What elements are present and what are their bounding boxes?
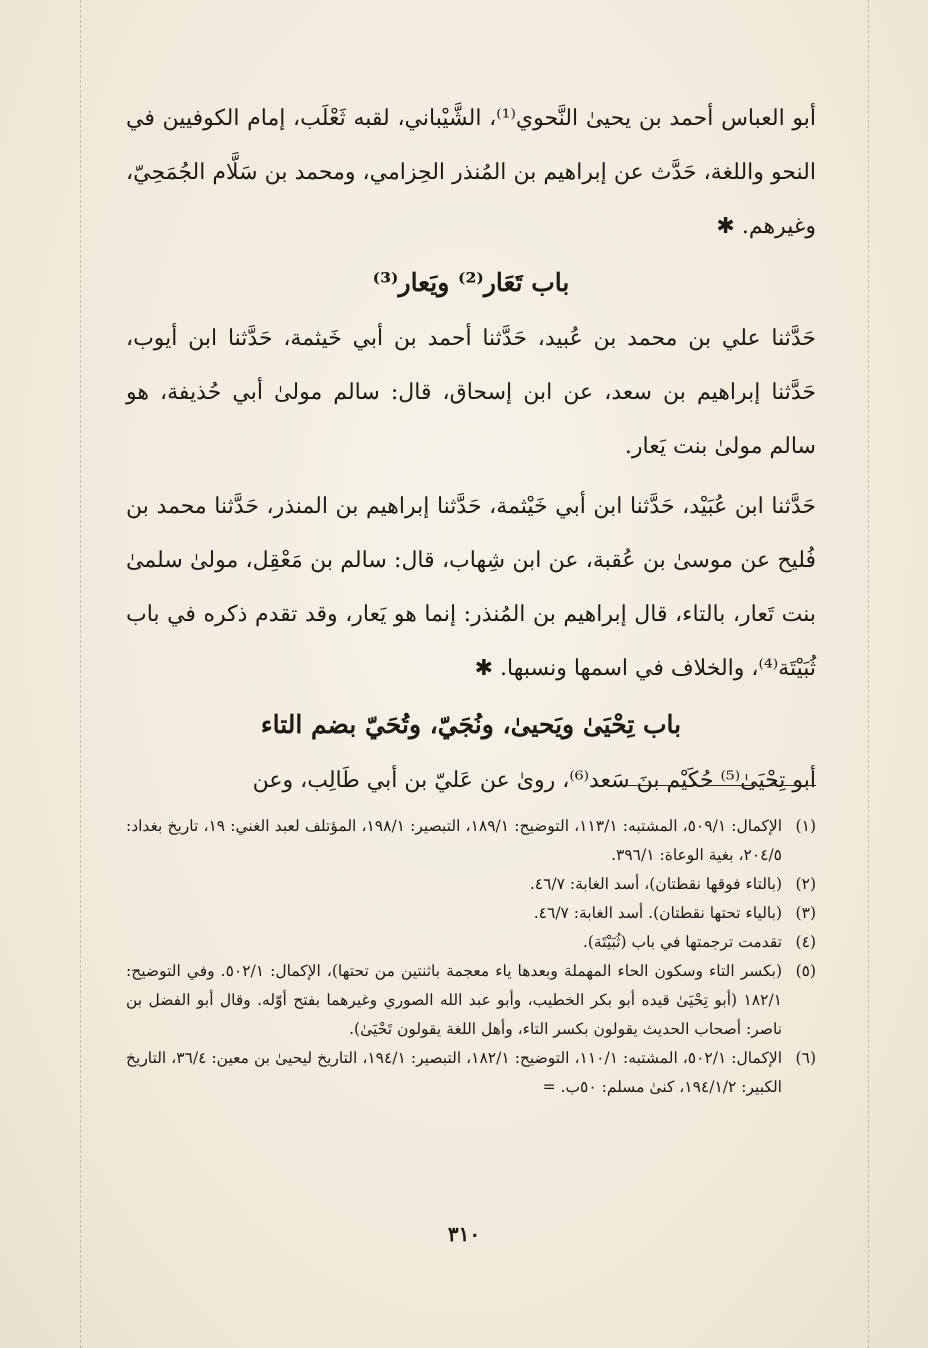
footnote-3	[126, 899, 816, 928]
page-number: ٣١٠	[447, 1222, 481, 1246]
footnote-number: (٣)	[795, 904, 816, 922]
footnote-5	[126, 957, 816, 1044]
footnote-text: الإكمال: ٥٠٢/١، المشتبه: ١١٠/١، التوضيح: ١٨٢/١، التبصير: ١٩٤/١، التاريخ ليحيىٰ بن معين: ٣٦/٤، التاريخ الكبير: ١٩٤/١/٢، كنىٰ مسلم: ٥٠ب. =	[126, 1049, 782, 1096]
footnote-text: تقدمت ترجمتها في باب (ثُبَيْتَة).	[582, 933, 782, 951]
footnote-number: (٦)	[795, 1049, 816, 1067]
footnote-1	[126, 812, 816, 870]
footnote-number: (٢)	[795, 875, 816, 893]
footnote-text: (بالياء تحتها نقطتان). أسد الغابة: ٤٦/٧.	[533, 904, 782, 922]
paragraph-3: حَدَّثنا ابن عُبَيْد، حَدَّثنا ابن أبي خَيْثمة، حَدَّثنا إبراهيم بن المنذر، حَدَّثنا محمد بن فُليح عن موسىٰ بن عُقبة، عن ابن شِهاب، قال: سالم بن مَعْقِل، مولىٰ سلمىٰ بنت تَعار، بالتاء، قال إبراهيم بن المُنذر: إنما هو يَعار، وقد تقدم ذكره في باب ثُبَيْتَة⁽⁴⁾، والخلاف في اسمها ونسبها. ✱	[126, 494, 816, 681]
footnote-2	[126, 870, 816, 899]
footnote-6	[126, 1044, 816, 1102]
paragraph-2: حَدَّثنا علي بن محمد بن عُبيد، حَدَّثنا أحمد بن أبي خَيثمة، حَدَّثنا ابن أيوب، حَدَّثنا إبراهيم بن سعد، عن ابن إسحاق، قال: سالم مولىٰ أبي حُذيفة، هو سالم مولىٰ بنت يَعار.	[126, 326, 816, 459]
footnote-4	[126, 928, 816, 957]
left-margin-mark	[80, 0, 81, 1348]
footnote-separator	[612, 785, 816, 786]
main-text	[126, 92, 816, 808]
footnotes	[126, 812, 816, 1102]
footnote-text: الإكمال: ٥٠٩/١، المشتبه: ١١٣/١، التوضيح: ١٨٩/١، التبصير: ١٩٨/١، المؤتلف لعبد الغني: ١٩، تاريخ بغداد: ٢٠٤/٥، بغية الوعاة: ٣٩٦/١.	[126, 817, 782, 864]
footnote-text: (بالتاء فوقها نقطتان)، أسد الغابة: ٤٦/٧.	[529, 875, 782, 893]
footnote-number: (٥)	[795, 962, 817, 980]
section-heading-2: باب تِحْيَىٰ ويَحيىٰ، ونُجَيّ، وتُحَيّ بضم التاء	[260, 710, 682, 739]
section-heading-1: باب تَعَار⁽²⁾ ويَعار⁽³⁾	[372, 268, 570, 297]
right-margin-mark	[868, 0, 869, 1348]
paragraph-4: أبو تِحْيَىٰ⁽⁵⁾ حُكَيْم بنَ سَعد⁽⁶⁾، روىٰ عن عَليّ بن أبي طَالِب، وعن	[252, 768, 816, 793]
footnote-number: (٤)	[795, 933, 816, 951]
paragraph-1: أبو العباس أحمد بن يحيىٰ النَّحوي⁽¹⁾، الشَّيْباني، لقبه ثَعْلَب، إمام الكوفيين في النحو واللغة، حَدَّث عن إبراهيم بن المُنذر الحِزامي، ومحمد بن سَلَّام الجُمَحِيّ، وغيرهم. ✱	[126, 106, 816, 239]
footnote-text: (بكسر التاء وسكون الحاء المهملة وبعدها ياء معجمة باثنتين من تحتها)، الإكمال: ٥٠٢/١. وفي التوضيح: ١٨٢/١ (أبو تِحْيَىٰ قيده أبو بكر الخطيب، وأبو عبد الله الصوري وغيرهما بفتح أوّله. وقال أبو الفضل بن ناصر: أصحاب الحديث يقولون بكسر التاء، وأهل اللغة يقولون تَحْيَىٰ).	[126, 962, 783, 1038]
footnote-number: (١)	[795, 817, 816, 835]
